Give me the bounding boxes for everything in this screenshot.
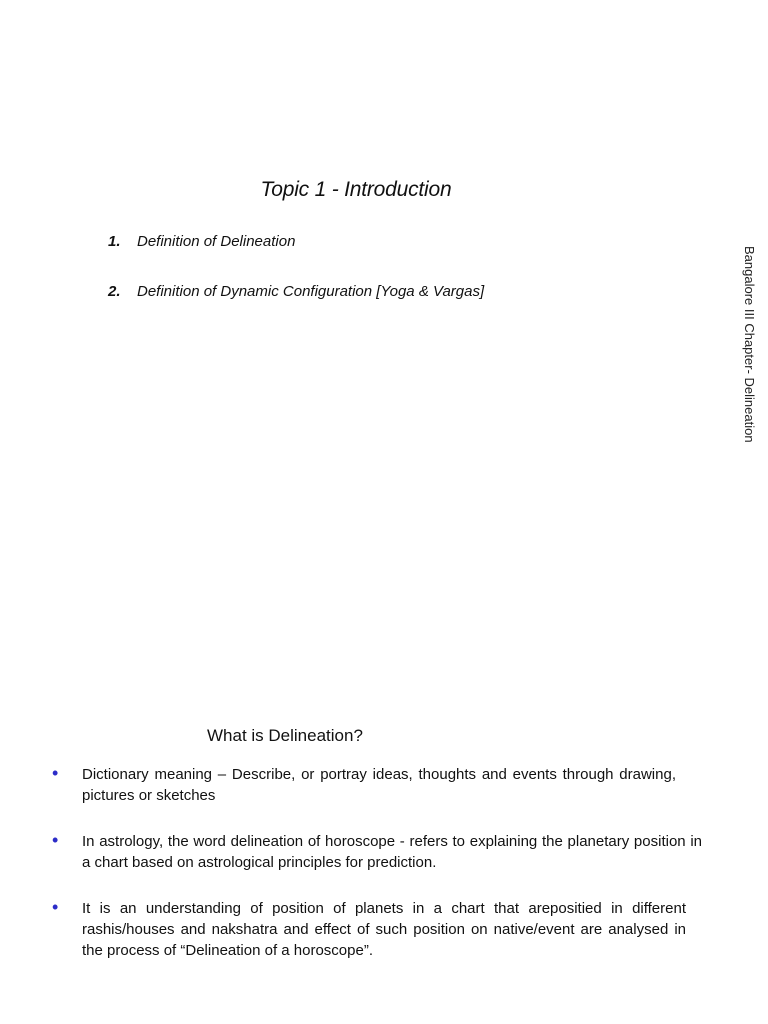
- bullet-text: Dictionary meaning – Describe, or portray ideas, thoughts and events through drawing, pictures or sketches: [82, 766, 676, 804]
- bullet-text: In astrology, the word delineation of horoscope - refers to explaining the planetary position in a chart based on astrological principles for prediction.: [82, 833, 702, 871]
- topic-item-text: Definition of Delineation: [137, 233, 296, 250]
- bullet-item: [50, 764, 676, 806]
- bullet-icon: •: [52, 763, 59, 783]
- topic-item-number: 1.: [108, 233, 121, 250]
- bullet-item: [50, 831, 702, 873]
- bullet-item: [50, 898, 686, 961]
- bullet-icon: •: [52, 830, 59, 850]
- topic-list: [108, 232, 484, 332]
- side-chapter-label: Bangalore III Chapter- Delineation: [742, 246, 757, 443]
- topic-item-number: 2.: [108, 283, 121, 300]
- topic-list-item: [108, 232, 484, 252]
- bullet-icon: •: [52, 897, 59, 917]
- bullet-list: [50, 764, 702, 986]
- page-title: Topic 1 - Introduction: [260, 178, 452, 201]
- bullet-text: It is an understanding of position of planets in a chart that arepositied in different rashis/houses and nakshatra and effect of such position on native/event are analysed in the process of “Delineation of a horoscope”.: [82, 900, 686, 959]
- section-heading: What is Delineation?: [207, 726, 363, 745]
- topic-list-item: [108, 282, 484, 302]
- topic-item-text: Definition of Dynamic Configuration [Yoga & Vargas]: [137, 283, 485, 300]
